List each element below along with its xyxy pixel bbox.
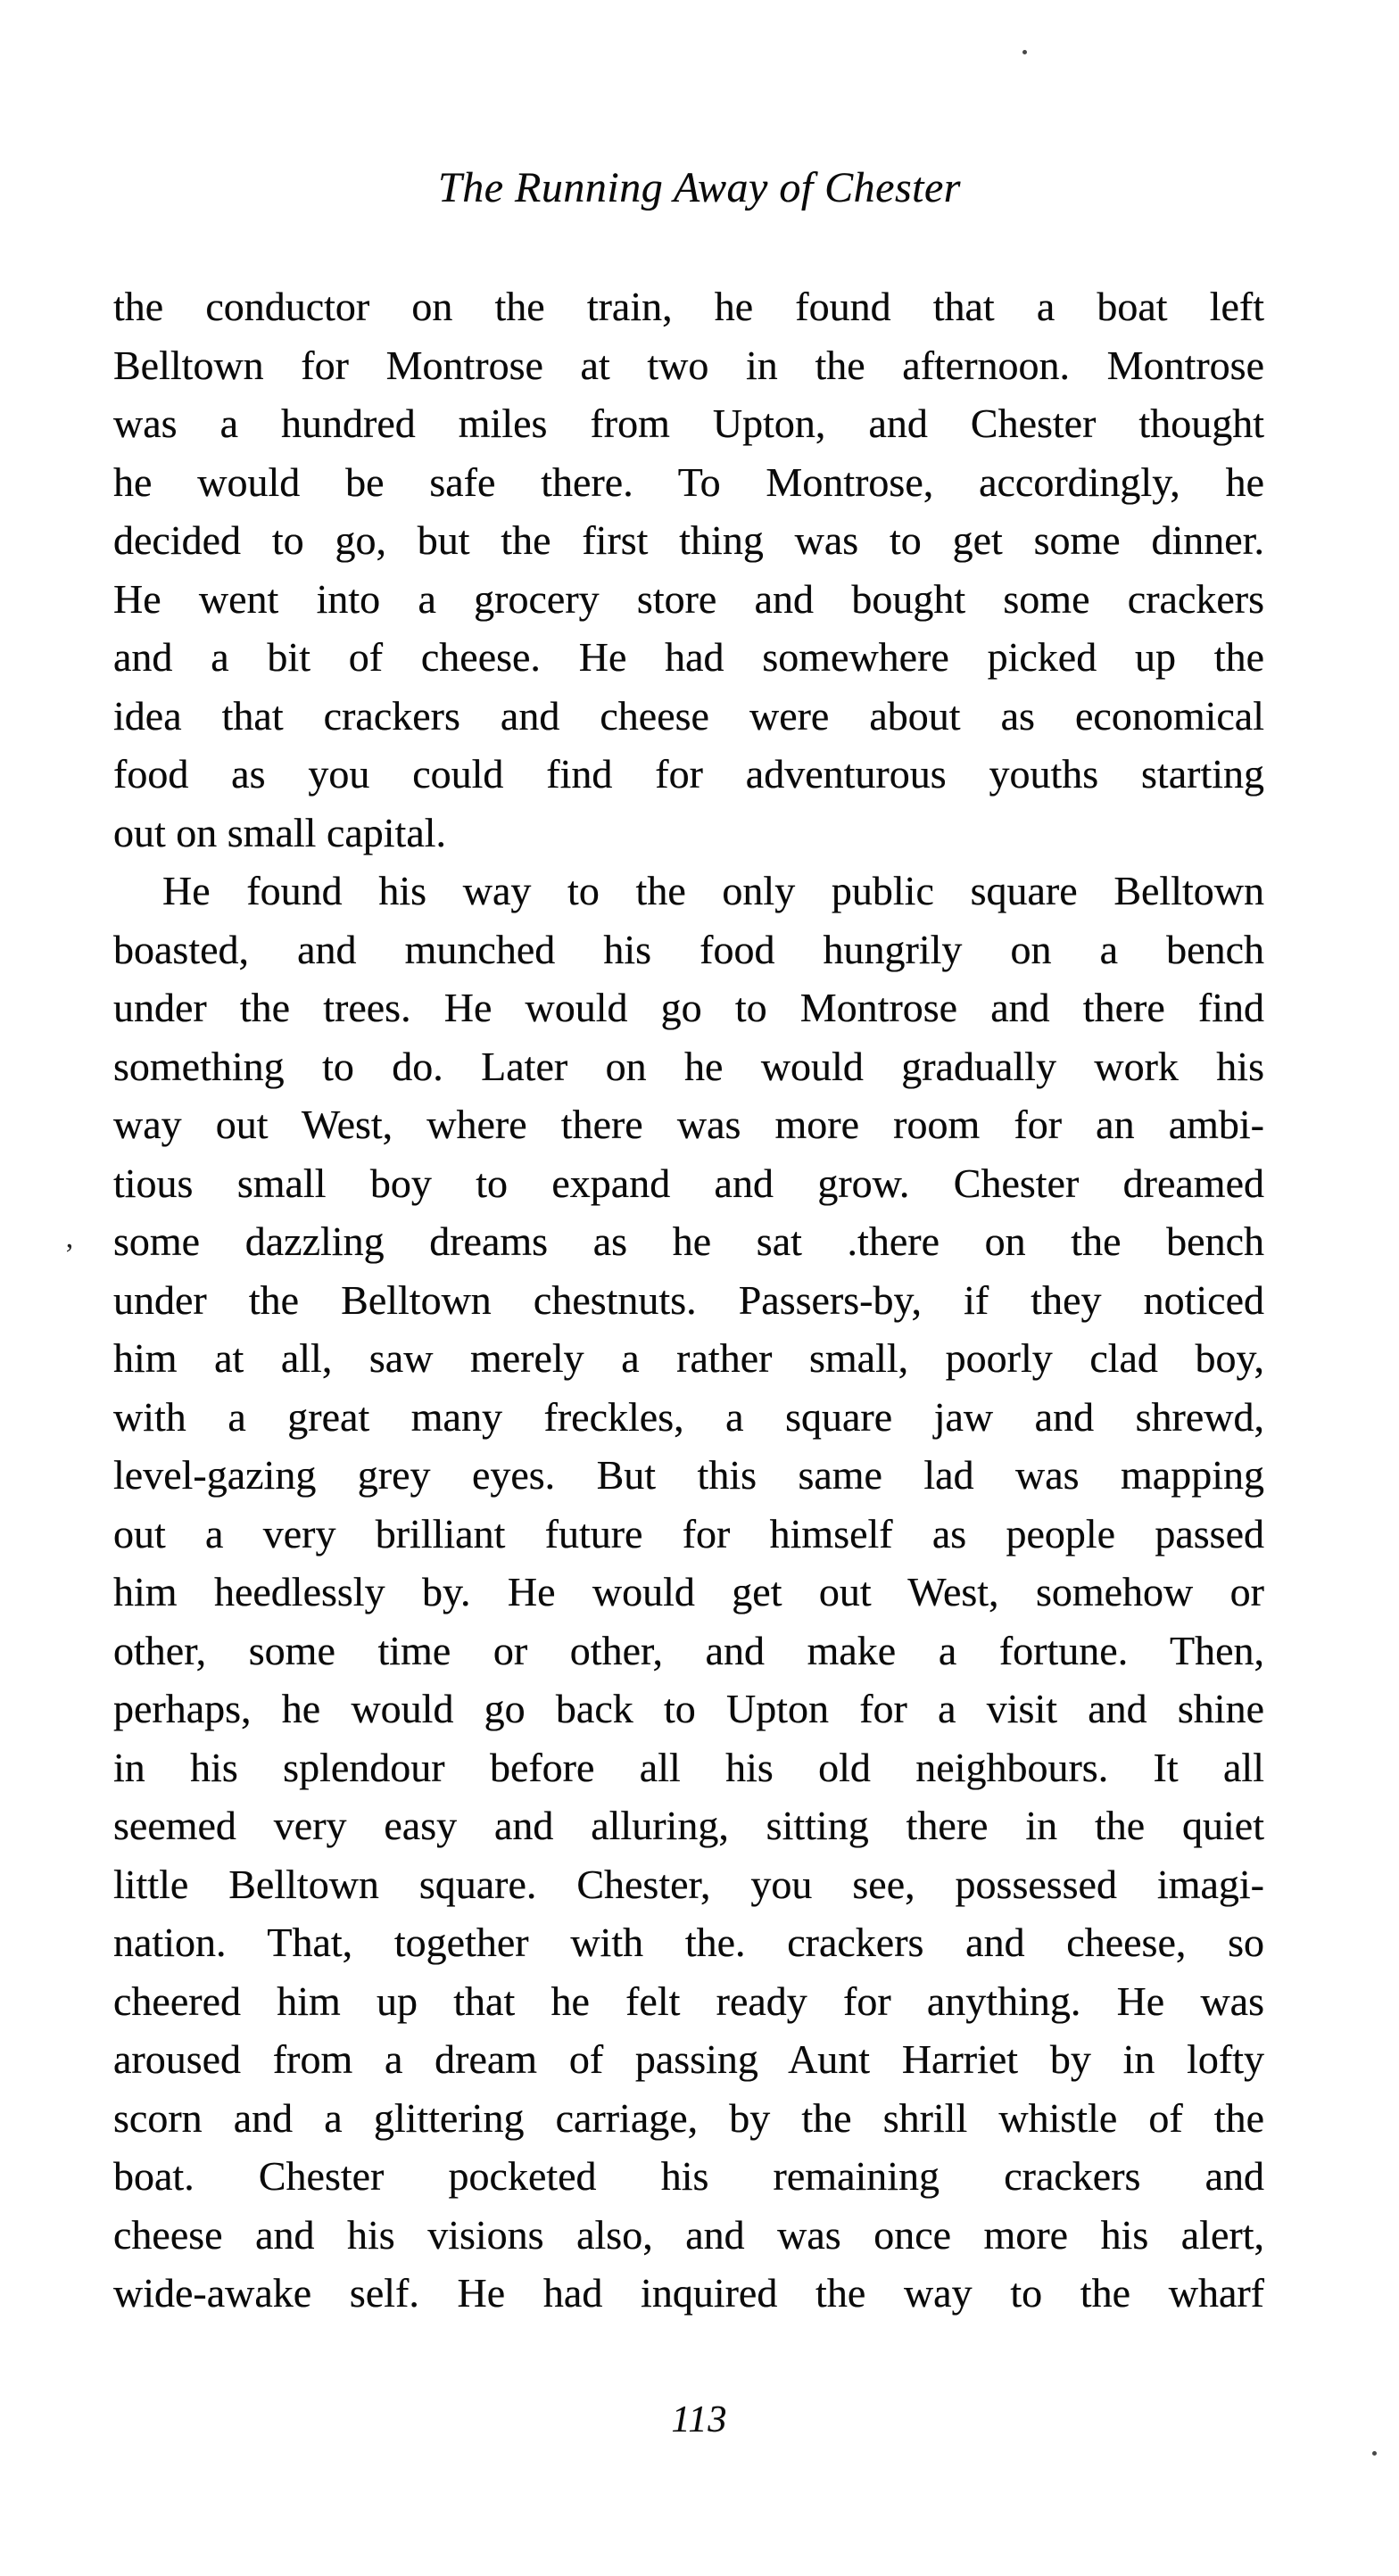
text-line: He went into a grocery store and bought some crackers (113, 575, 1264, 622)
text-line: aroused from a dream of passing Aunt Harriet by in lofty (113, 2036, 1264, 2082)
text-line: other, some time or other, and make a fortune. Then, (113, 1627, 1264, 1673)
text-line: tious small boy to expand and grow. Chester dreamed (113, 1160, 1264, 1206)
scan-artifact (1372, 2451, 1377, 2456)
text-line: decided to go, but the first thing was to get some dinner. (113, 517, 1264, 563)
text-line: nation. That, together with the. crackers and cheese, so (113, 1920, 1264, 1965)
text-line: food as you could find for adventurous youths starting (113, 751, 1264, 797)
text-line: idea that crackers and cheese were about as economical (113, 692, 1264, 739)
text-line: under the trees. He would go to Montrose and there find (113, 985, 1264, 1030)
text-line: wide-awake self. He had inquired the way to the wharf (113, 2270, 1264, 2316)
text-line: seemed very easy and alluring, sitting there in the quiet (113, 1803, 1264, 1848)
text-line: out a very brilliant future for himself as people passed (113, 1510, 1264, 1556)
scan-artifact: ’ (64, 1238, 75, 1271)
text-line: and a bit of cheese. He had somewhere picked up the (113, 634, 1264, 680)
text-line: in his splendour before all his old neighbours. It all (113, 1744, 1264, 1790)
text-line: something to do. Later on he would gradually work his (113, 1043, 1264, 1089)
text-line: cheese and his visions also, and was once more his alert, (113, 2211, 1264, 2258)
text-line: he would be safe there. To Montrose, accordingly, he (113, 458, 1264, 505)
text-line: Belltown for Montrose at two in the afternoon. Montrose (113, 342, 1264, 388)
text-line: out on small capital. (113, 809, 447, 855)
text-line: the conductor on the train, he found that a boat left (113, 284, 1264, 329)
text-line: was a hundred miles from Upton, and Chester thought (113, 400, 1264, 446)
text-line: little Belltown square. Chester, you see, possessed imagi- (113, 1861, 1264, 1907)
page-title: The Running Away of Chester (438, 164, 961, 211)
text-line: under the Belltown chestnuts. Passers-by, if they noticed (113, 1276, 1264, 1323)
text-line: He found his way to the only public square Belltown (162, 868, 1264, 913)
text-line: cheered him up that he felt ready for anything. He was (113, 1977, 1264, 2024)
text-line: him at all, saw merely a rather small, poorly clad boy, (113, 1335, 1264, 1381)
body-text (113, 277, 1264, 2323)
text-line: level-gazing grey eyes. But this same lad was mapping (113, 1452, 1264, 1498)
text-line: perhaps, he would go back to Upton for a visit and shine (113, 1686, 1264, 1731)
scan-artifact (1022, 50, 1027, 54)
text-line: boasted, and munched his food hungrily on a bench (113, 926, 1264, 972)
page-number: 113 (671, 2399, 728, 2440)
text-line: boat. Chester pocketed his remaining crackers and (113, 2153, 1264, 2199)
text-line: some dazzling dreams as he sat .there on the bench (113, 1218, 1264, 1264)
text-line: with a great many freckles, a square jaw and shrewd, (113, 1393, 1264, 1440)
text-line: him heedlessly by. He would get out West, somehow or (113, 1569, 1264, 1614)
text-line: scorn and a glittering carriage, by the shrill whistle of the (113, 2094, 1264, 2141)
text-line: way out West, where there was more room for an ambi- (113, 1102, 1264, 1147)
